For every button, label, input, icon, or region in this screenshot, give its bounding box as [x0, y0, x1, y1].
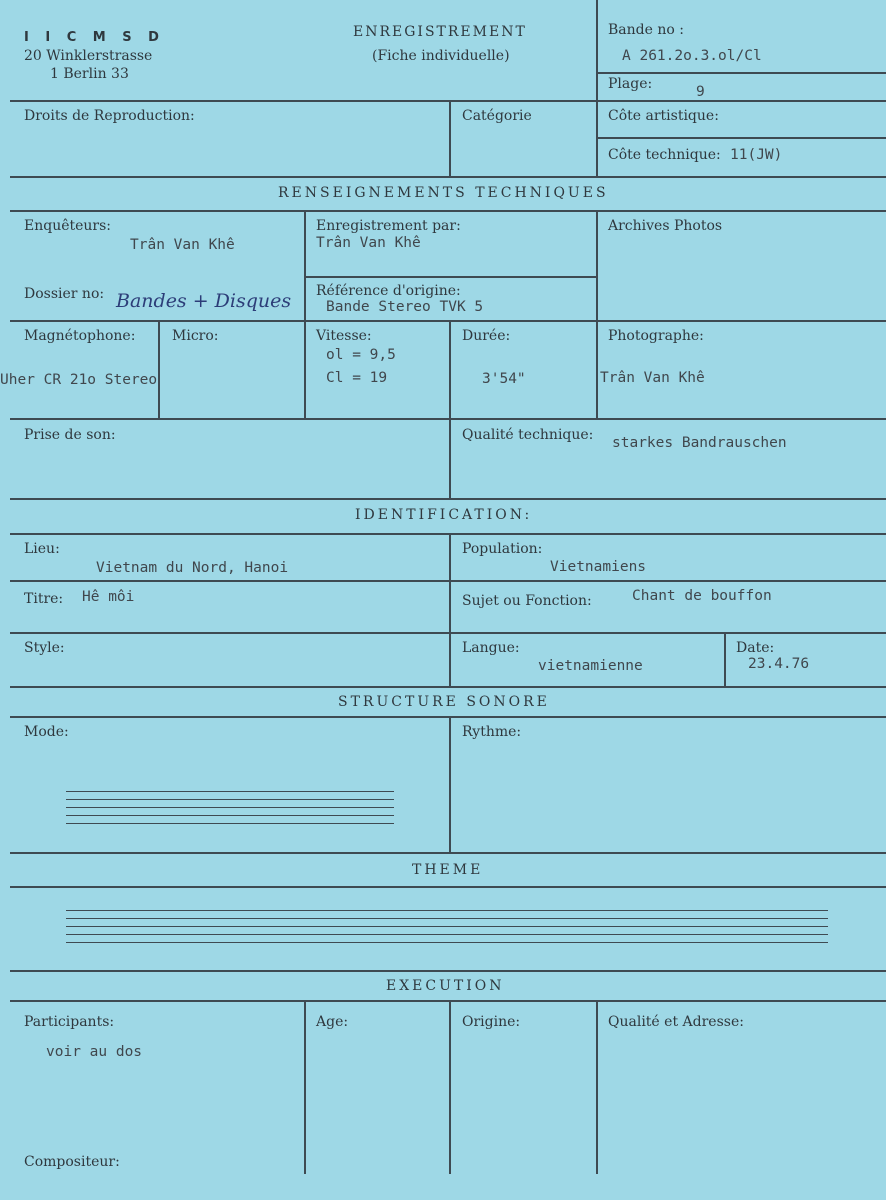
date-value: 23.4.76 [748, 656, 810, 672]
sujet-fonction-value: Chant de bouffon [632, 588, 772, 604]
rule-date-left [724, 632, 726, 686]
rule-dossier-bottom [10, 320, 886, 322]
rule-struct-title-bottom [10, 716, 886, 718]
rule-theme-title-bottom [10, 886, 886, 888]
vitesse-value-cl: Cl = 19 [326, 370, 388, 386]
staff-line [66, 942, 828, 943]
origine-label: Origine: [462, 1014, 521, 1030]
rule-enreg-split [304, 276, 596, 278]
cote-artistique-label: Côte artistique: [608, 108, 719, 124]
org-address-city: 1 Berlin 33 [50, 66, 129, 82]
age-label: Age: [316, 1014, 349, 1030]
sujet-fonction-label: Sujet ou Fonction: [462, 593, 592, 609]
section-title-technical: RENSEIGNEMENTS TECHNIQUES [278, 185, 609, 201]
droits-label: Droits de Reproduction: [24, 108, 195, 124]
rule-plage-top [596, 72, 886, 74]
plage-value: 9 [696, 84, 705, 100]
org-address-street: 20 Winklerstrasse [24, 48, 153, 64]
date-label: Date: [736, 640, 775, 656]
rule-tech-title-top [10, 176, 886, 178]
rule-header-right [596, 0, 598, 176]
section-title-execution: EXECUTION [386, 978, 505, 994]
staff-line [66, 910, 828, 911]
photographe-label: Photographe: [608, 328, 704, 344]
rule-header-bottom [10, 100, 886, 102]
rule-exec-col1 [304, 1000, 306, 1174]
staff-line [66, 815, 394, 816]
rule-magneto-bottom [10, 418, 886, 420]
rule-ident-split [449, 533, 451, 686]
style-label: Style: [24, 640, 65, 656]
bande-label: Bande no : [608, 22, 684, 38]
mode-label: Mode: [24, 724, 69, 740]
staff-line [66, 934, 828, 935]
titre-value: Hê môi [82, 589, 135, 605]
rule-categorie-left [449, 100, 451, 176]
rule-ident-title-bottom [10, 533, 886, 535]
qualite-technique-value: starkes Bandrauschen [612, 435, 787, 451]
section-title-theme: THEME [412, 862, 484, 878]
cote-technique-value: 11(JW) [730, 147, 783, 163]
rule-theme-title-top [10, 852, 886, 854]
rule-exec-col2 [449, 1000, 451, 1174]
reference-label: Référence d'origine: [316, 283, 461, 299]
categorie-label: Catégorie [462, 108, 532, 124]
population-label: Population: [462, 541, 543, 557]
cote-technique-label: Côte technique: [608, 147, 721, 163]
duree-label: Durée: [462, 328, 511, 344]
rythme-label: Rythme: [462, 724, 522, 740]
micro-label: Micro: [172, 328, 219, 344]
rule-exec-title-top [10, 970, 886, 972]
rule-duree-left [449, 320, 451, 418]
prise-de-son-label: Prise de son: [24, 427, 116, 443]
staff-line [66, 799, 394, 800]
rule-exec-col3 [596, 1000, 598, 1174]
staff-line [66, 918, 828, 919]
langue-value: vietnamienne [538, 658, 643, 674]
magnetophone-value: Uher CR 21o Stereo [0, 372, 158, 388]
rule-prise-split [449, 418, 451, 498]
duree-value: 3'54" [482, 371, 526, 387]
lieu-label: Lieu: [24, 541, 60, 557]
vitesse-value-ol: ol = 9,5 [326, 347, 396, 363]
population-value: Vietnamiens [550, 559, 647, 575]
rule-ident-title-top [10, 498, 886, 500]
vitesse-label: Vitesse: [316, 328, 372, 344]
section-title-identification: IDENTIFICATION: [355, 507, 533, 523]
staff-line [66, 807, 394, 808]
lieu-value: Vietnam du Nord, Hanoi [96, 560, 289, 576]
section-title-structure: STRUCTURE SONORE [338, 694, 550, 710]
rule-tech-col1 [304, 210, 306, 418]
magnetophone-label: Magnétophone: [24, 328, 136, 344]
reference-value: Bande Stereo TVK 5 [326, 299, 484, 315]
photographe-value: Trân Van Khê [600, 370, 705, 386]
langue-label: Langue: [462, 640, 520, 656]
staff-line [66, 823, 394, 824]
rule-cote-split [596, 137, 886, 139]
archives-photos-label: Archives Photos [608, 218, 723, 234]
rule-lieu-bottom [10, 580, 886, 582]
staff-line [66, 926, 828, 927]
titre-label: Titre: [24, 591, 64, 607]
plage-label: Plage: [608, 76, 653, 92]
rule-struct-title-top [10, 686, 886, 688]
rule-tech-col3 [596, 210, 598, 418]
rule-exec-title-bottom [10, 1000, 886, 1002]
enqueteurs-value: Trân Van Khê [130, 237, 235, 253]
participants-label: Participants: [24, 1014, 115, 1030]
staff-line [66, 791, 394, 792]
qualite-adresse-label: Qualité et Adresse: [608, 1014, 744, 1030]
rule-struct-split [449, 716, 451, 852]
compositeur-label: Compositeur: [24, 1154, 120, 1170]
dossier-value: Bandes + Disques [116, 290, 292, 312]
participants-value: voir au dos [46, 1044, 143, 1060]
enqueteurs-label: Enquêteurs: [24, 218, 112, 234]
rule-micro-left [158, 320, 160, 418]
form-subtitle: (Fiche individuelle) [372, 48, 510, 64]
enregistrement-par-label: Enregistrement par: [316, 218, 461, 234]
enregistrement-par-value: Trân Van Khê [316, 235, 421, 251]
rule-tech-title-bottom [10, 210, 886, 212]
dossier-label: Dossier no: [24, 286, 105, 302]
qualite-technique-label: Qualité technique: [462, 427, 594, 443]
bande-value: A 261.2o.3.ol/Cl [622, 48, 762, 64]
org-name: I I C M S D [24, 30, 165, 45]
rule-titre-bottom [10, 632, 886, 634]
form-title: ENREGISTREMENT [353, 24, 527, 40]
